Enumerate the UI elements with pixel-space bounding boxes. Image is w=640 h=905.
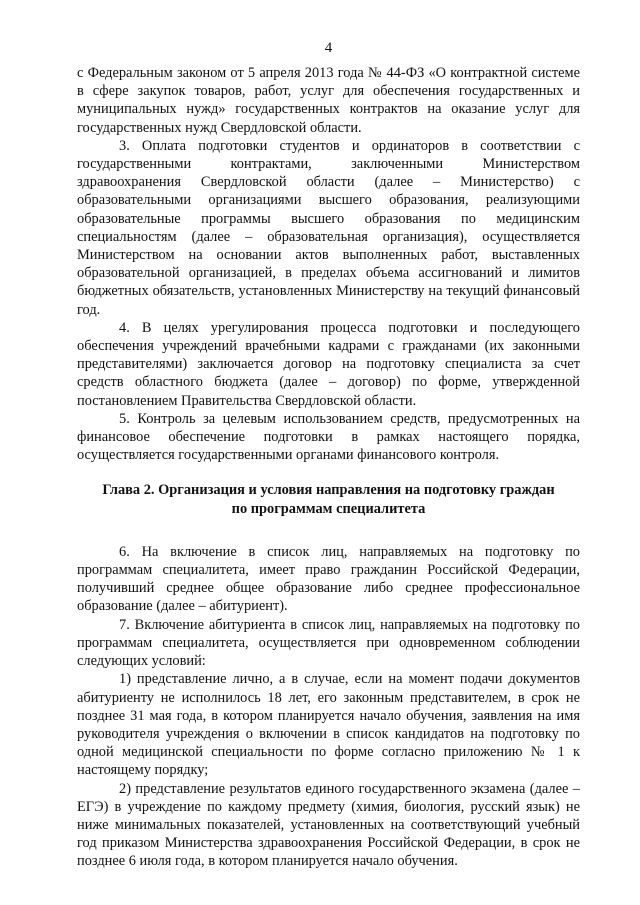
document-body	[77, 64, 580, 871]
page-number: 4	[324, 40, 333, 56]
paragraph-5: 5. Контроль за целевым использованием средств, предусмотренных на финансовое обеспечение подготовки в рамках настоящего порядка, осуществляется государственными органами финансового контроля.	[77, 410, 580, 464]
condition-2: 2) представление результатов единого государственного экзамена (далее – ЕГЭ) в учреждение по каждому предмету (химия, биология, русский язык) не ниже минимальных показателей, установленных на соответствующий учебный год приказом Министерства здравоохранения Российской Федерации, в срок не позднее 6 июля года, в котором планируется начало обучения.	[77, 780, 580, 870]
paragraph-7: 7. Включение абитуриента в список лиц, направляемых на подготовку по программам специалитета, осуществляется при одновременном соблюдении следующих условий:	[77, 616, 580, 670]
paragraph-3: 3. Оплата подготовки студентов и ординаторов в соответствии с государственными контрактами, заключенными Министерством здравоохранения Свердловской области (далее – Министерство) с образовательными организациями высшего образования, реализующими образовательные программы высшего образования по медицинским специальностям (далее – образовательная организация), осуществляется Министерством на основании актов выполненных работ, выставленных образовательной организацией, в пределах объема ассигнований и лимитов бюджетных обязательств, установленных Министерству на текущий финансовый год.	[77, 137, 580, 318]
chapter-heading-line-2: по программам специалитета	[231, 500, 426, 517]
chapter-heading	[77, 481, 580, 517]
chapter-heading-line-1: Глава 2. Организация и условия направления на подготовку граждан	[102, 482, 555, 499]
paragraph-6: 6. На включение в список лиц, направляемых на подготовку по программам специалитета, имеет право гражданин Российской Федерации, получивший среднее общее образование либо среднее профессиональное образование (далее – абитуриент).	[77, 543, 580, 615]
paragraph-4: 4. В целях урегулирования процесса подготовки и последующего обеспечения учреждений врачебными кадрами с гражданами (их законными представителями) заключается договор на подготовку специалиста за счет средств областного бюджета (далее – договор) по форме, утвержденной постановлением Правительства Свердловской области.	[77, 319, 580, 409]
paragraph-continuation: с Федеральным законом от 5 апреля 2013 года № 44-ФЗ «О контрактной системе в сфере закупок товаров, работ, услуг для обеспечения государственных и муниципальных нужд» государственных контрактов на оказание услуг для государственных нужд Свердловской области.	[77, 65, 580, 136]
condition-1: 1) представление лично, а в случае, если на момент подачи документов абитуриенту не исполнилось 18 лет, его законным представителем, в срок не позднее 31 мая года, в котором планируется начало обучения, заявления на имя руководителя учреждения о включении в список кандидатов на подготовку по одной медицинской специальности по форме согласно приложению № 1 к настоящему порядку;	[77, 671, 580, 779]
